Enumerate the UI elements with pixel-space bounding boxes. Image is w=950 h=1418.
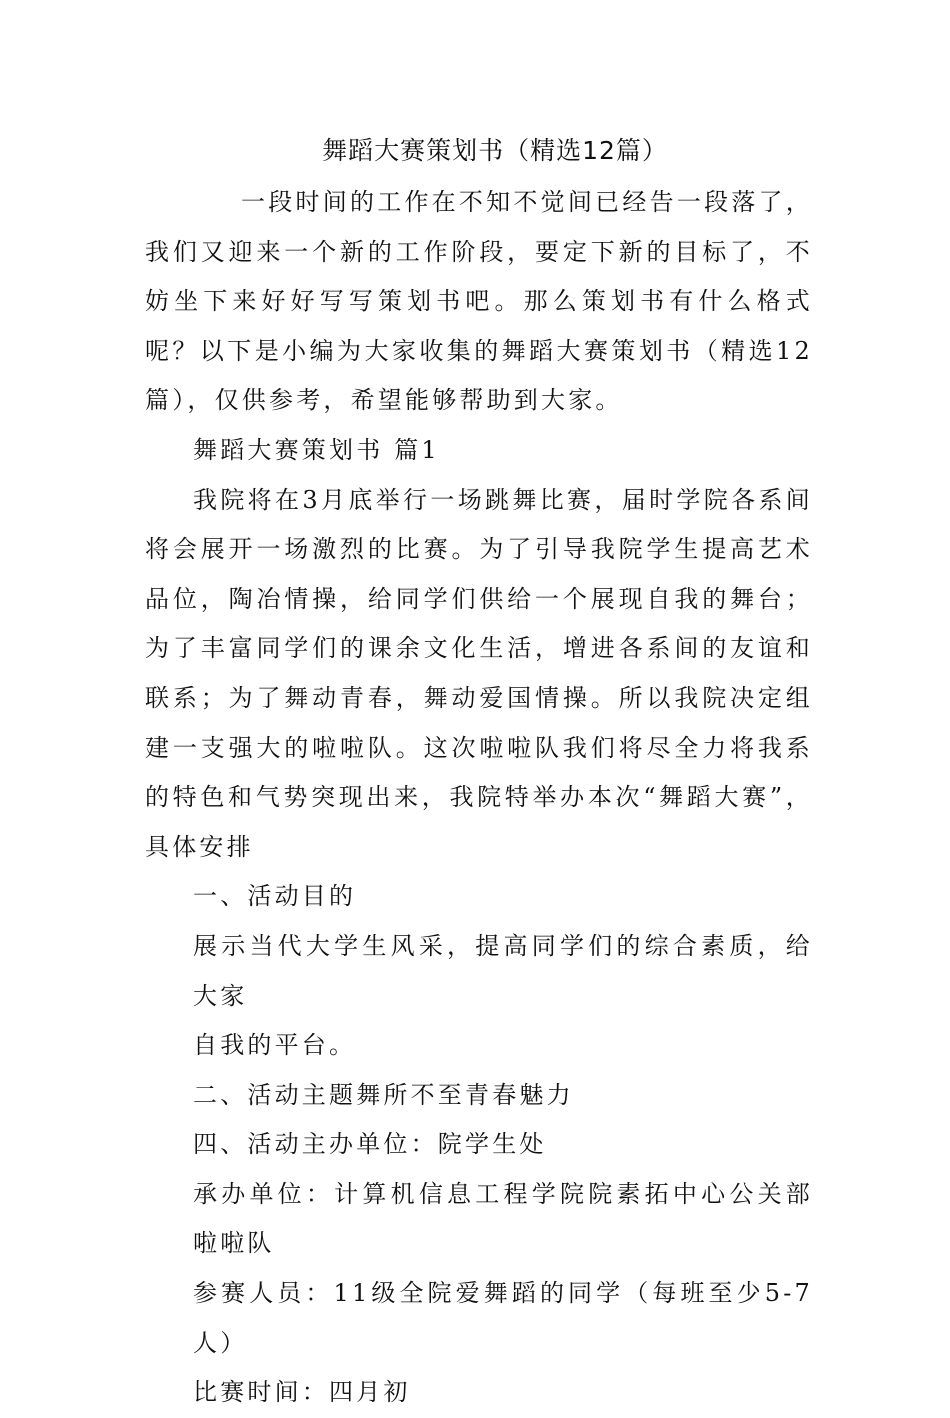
item-purpose-line-2: 自我的平台。 (193, 1031, 357, 1060)
item-purpose-line-1: 展示当代大学生风采，提高同学们的综合素质，给大家 (193, 931, 813, 1010)
item-time: 比赛时间：四月初 (193, 1378, 411, 1407)
item-participants: 参赛人员：11级全院爱舞蹈的同学（每班至少5-7人） (193, 1279, 813, 1357)
document-title: 舞蹈大赛策划书（精选12篇） (322, 136, 668, 165)
intro-paragraph: 一段时间的工作在不知不觉间已经告一段落了，我们又迎来一个新的工作阶段，要定下新的目标了，不妨坐下来好好写写策划书吧。那么策划书有什么格式呢？以下是小编为大家收集的舞蹈大赛策划书（精选12篇），仅供参考，希望能够帮助到大家。 (145, 188, 813, 415)
section-heading: 舞蹈大赛策划书 篇1 (193, 435, 440, 464)
item-theme: 二、活动主题舞所不至青春魅力 (193, 1080, 574, 1109)
document-body (145, 178, 813, 1418)
item-host: 四、活动主办单位：院学生处 (193, 1130, 547, 1159)
body-paragraph: 我院将在3月底举行一场跳舞比赛，届时学院各系间将会展开一场激烈的比赛。为了引导我院学生提高艺术品位，陶冶情操，给同学们供给一个展现自我的舞台；为了丰富同学们的课余文化生活，增进各系间的友谊和联系；为了舞动青春，舞动爱国情操。所以我院决定组建一支强大的啦啦队。这次啦啦队我们将尽全力将我系的特色和气势突现出来，我院特举办本次“舞蹈大赛”，具体安排 (145, 485, 813, 861)
item-organizer: 承办单位：计算机信息工程学院院素拓中心公关部啦啦队 (193, 1179, 813, 1258)
item-heading-purpose: 一、活动目的 (193, 882, 357, 911)
